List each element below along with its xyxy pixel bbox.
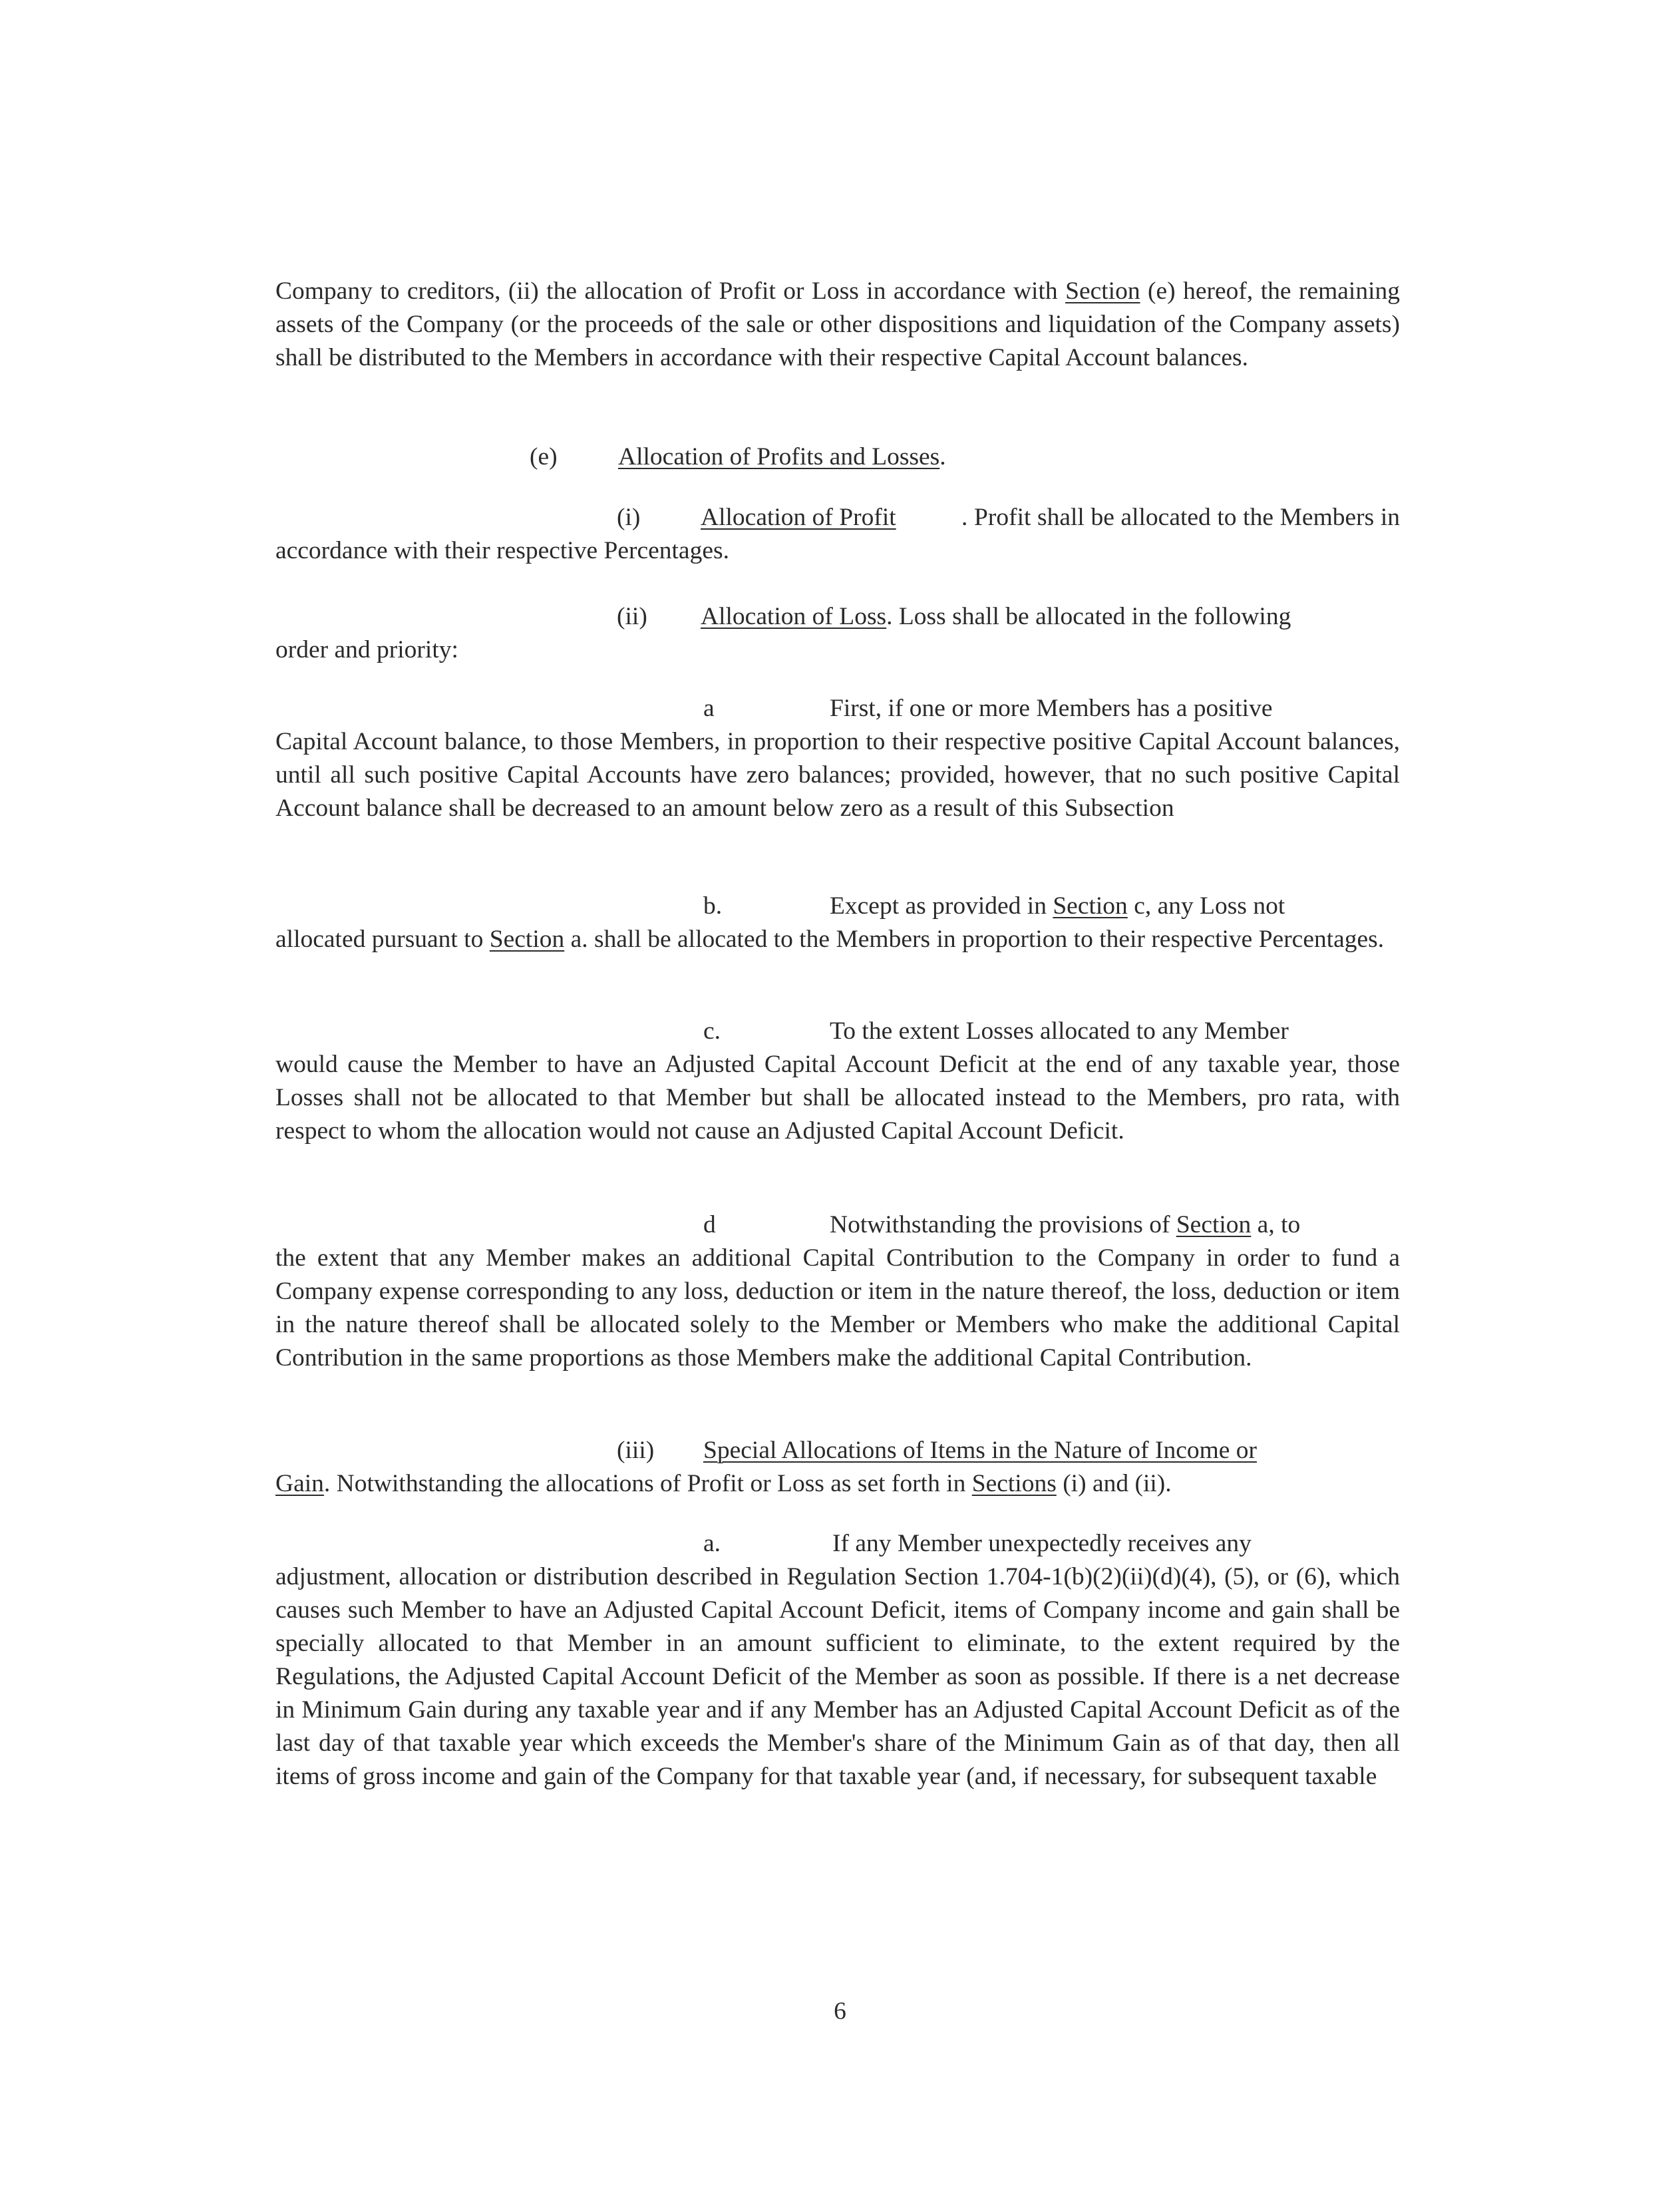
section-i-title: Allocation of Profit xyxy=(701,504,896,531)
section-iii-text: . Notwithstanding the allocations of Profit or Loss as set forth in xyxy=(323,1470,972,1497)
section-e-title: Allocation of Profits and Losses xyxy=(618,443,940,470)
section-ii-title: Allocation of Loss xyxy=(701,603,887,630)
continuation-line1: Company to creditors, (ii) the allocation of Profit or Loss in accordance with xyxy=(275,277,1058,305)
continuation-text: the remaining assets of the Company (or the proceeds of the sale or other dispositions and liquidation of the Company assets) shall be distributed to the Members in accordance with their respective Capital Account balances. xyxy=(275,277,1400,371)
section-iii-title: Special Allocations of Items in the Nature of Income or xyxy=(703,1437,1258,1464)
sub-iii-a-text: adjustment, allocation or distribution described in Regulation Section 1.704-1(b)(2)(ii)(d)(4), (5), or (6), which causes such Member to have an Adjusted Capital Account Deficit, items of Company income and gain shall be specially allocated to that Member in an amount sufficient to eliminate, to the extent required by the Regulations, the Adjusted Capital Account Deficit of the Member as soon as possible. If there is a net decrease in Minimum Gain during any taxable year and if any Member has an Adjusted Capital Account Deficit as of the last day of that taxable year which exceeds the Member's share of the Minimum Gain as of that day, then all items of gross income and gain of the Company for that taxable year (and, if necessary, for subsequent taxable xyxy=(275,1563,1400,1790)
section-iii-text-end: (i) and (ii). xyxy=(1056,1470,1172,1497)
sub-d-line xyxy=(703,1208,1300,1242)
sub-iii-a-first-line: If any Member unexpectedly receives any xyxy=(832,1530,1252,1557)
sub-d-paragraph xyxy=(275,1242,1400,1375)
section-iii-line xyxy=(617,1434,1257,1467)
section-e-marker: (e) xyxy=(530,443,558,470)
sub-a-paragraph xyxy=(275,725,1400,825)
sub-iii-a-line xyxy=(703,1527,1252,1560)
section-ii-text-line2: order and priority: xyxy=(275,636,458,663)
sub-d-first-line: Notwithstanding the provisions of xyxy=(830,1211,1176,1238)
sub-c-text: would cause the Member to have an Adjusted Capital Account Deficit at the end of any taxable year, those Losses shall not be allocated to that Member but shall be allocated instead to the Members, pro rata, with respect to whom the allocation would not cause an Adjusted Capital Account Deficit. xyxy=(275,1051,1400,1145)
section-iii-sections-ref: Sections xyxy=(971,1470,1057,1497)
continuation-line1-end: (e) hereof, xyxy=(1140,277,1254,305)
sub-a-marker: a xyxy=(703,695,715,722)
sub-b-section-ref-2: Section xyxy=(489,926,565,953)
continuation-paragraph xyxy=(275,275,1400,375)
sub-b-section-ref: Section xyxy=(1053,892,1128,920)
section-ii-paragraph xyxy=(275,634,1400,667)
sub-c-first-line: To the extent Losses allocated to any Member xyxy=(830,1017,1289,1045)
section-e-title-end: . xyxy=(939,443,946,470)
sub-b-first-line: Except as provided in xyxy=(830,892,1053,920)
section-ii-line xyxy=(617,600,1291,634)
page-number: 6 xyxy=(834,1998,846,2025)
section-e-heading xyxy=(530,441,946,474)
section-iii-marker: (iii) xyxy=(617,1437,655,1464)
sub-c-line xyxy=(703,1015,1289,1048)
sub-b-text: a. shall be allocated to the Members in proportion to their respective Percentages. xyxy=(564,926,1385,953)
sub-c-paragraph xyxy=(275,1048,1400,1148)
sub-b-first-line-end: c, any Loss not xyxy=(1127,892,1285,920)
sub-b-marker: b. xyxy=(703,892,723,920)
sub-c-marker: c. xyxy=(703,1017,721,1045)
sub-iii-a-paragraph xyxy=(275,1560,1400,1793)
section-i-paragraph xyxy=(275,501,1400,568)
sub-iii-a-marker: a. xyxy=(703,1530,721,1557)
section-iii-title-2: Gain xyxy=(275,1470,324,1497)
section-reference: Section xyxy=(1065,277,1140,305)
section-i-marker: (i) xyxy=(617,504,641,531)
section-ii-text: . Loss shall be allocated in the following xyxy=(886,603,1291,630)
section-ii-marker: (ii) xyxy=(617,603,647,630)
section-iii-paragraph xyxy=(275,1467,1400,1501)
sub-a-text: Capital Account balance, to those Members, in proportion to their respective positive Capital Account balances, until all such positive Capital Accounts have zero balances; provided, however, that no such positive Capital Account balance shall be decreased to an amount below zero as a result of this Subsection xyxy=(275,728,1400,822)
sub-d-text: the extent that any Member makes an additional Capital Contribution to the Company in order to fund a Company expense corresponding to any loss, deduction or item in the nature thereof, the loss, deduction or item in the nature thereof shall be allocated solely to the Member or Members who make the additional Capital Contribution in the same proportions as those Members make the additional Capital Contribution. xyxy=(275,1244,1400,1371)
sub-b-line2: allocated pursuant to xyxy=(275,926,490,953)
sub-d-marker: d xyxy=(703,1211,716,1238)
sub-d-section-ref: Section xyxy=(1176,1211,1252,1238)
sub-b-line xyxy=(703,890,1285,923)
sub-a-first-line: First, if one or more Members has a positive xyxy=(830,695,1273,722)
section-i-text: . Profit shall be allocated to the Members in accordance with their respective Percentages. xyxy=(275,504,1400,564)
sub-d-first-line-end: a, to xyxy=(1251,1211,1301,1238)
sub-a-line xyxy=(703,692,1273,725)
sub-b-paragraph xyxy=(275,923,1400,956)
